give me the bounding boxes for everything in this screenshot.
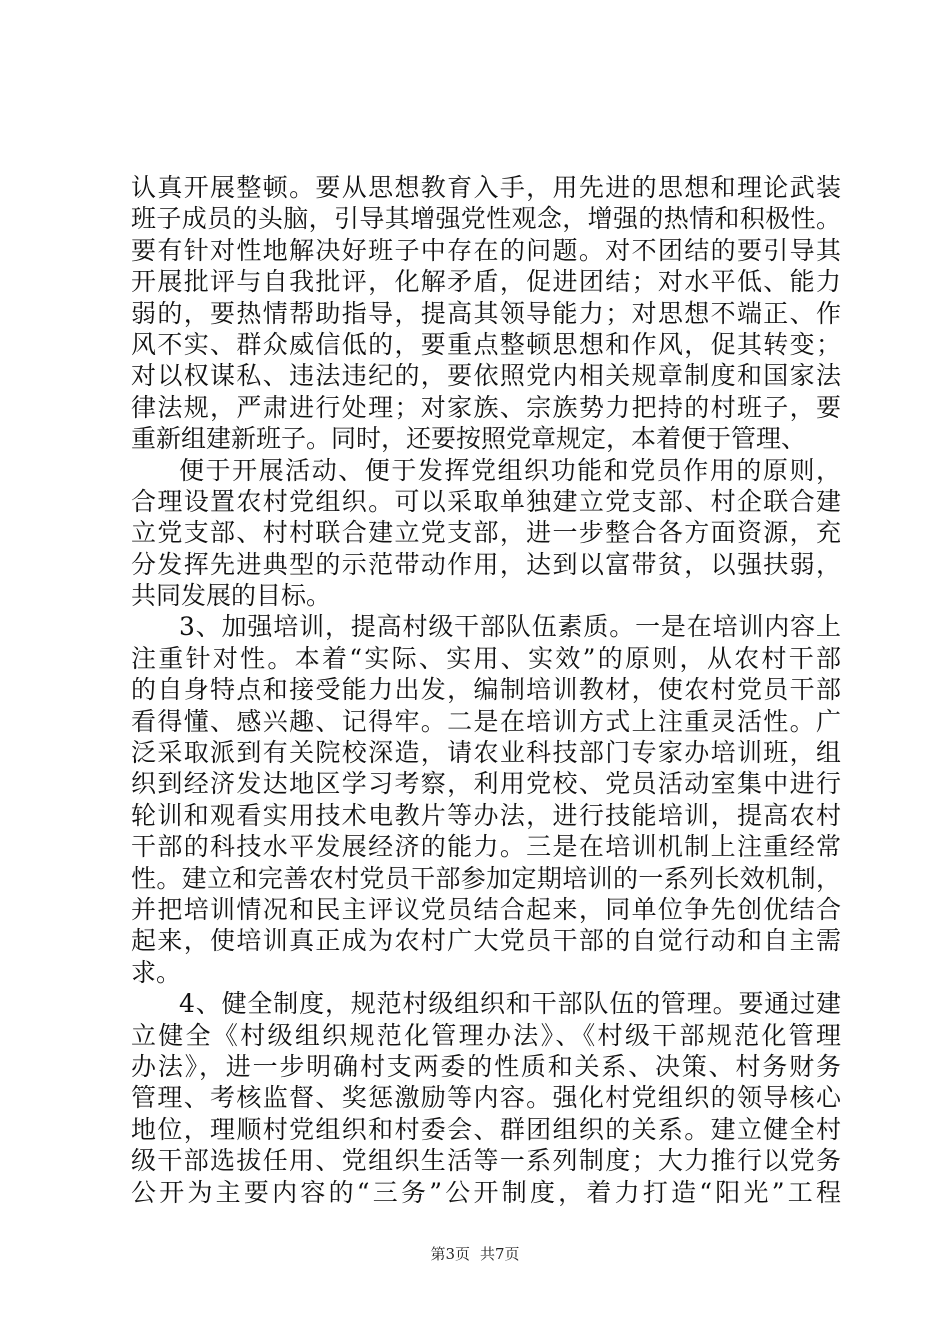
text-line: 织到经济发达地区学习考察，利用党校、党员活动室集中进行: [131, 769, 841, 799]
text-line: 的自身特点和接受能力出发，编制培训教材，使农村党员干部: [131, 675, 841, 705]
text-line: 要有针对性地解决好班子中存在的问题。对不团结的要引导其: [131, 235, 841, 265]
text-line: 级干部选拔任用、党组织生活等一系列制度；大力推行以党务: [131, 1146, 841, 1176]
text-line: 看得懂、感兴趣、记得牢。二是在培训方式上注重灵活性。广: [131, 706, 841, 736]
text-line: 并把培训情况和民主评议党员结合起来，同单位争先创优结合: [131, 894, 841, 924]
page-number: 第3页: [430, 1245, 470, 1263]
text-line: 共同发展的目标。: [131, 581, 332, 611]
text-line: 立健全《村级组织规范化管理办法》、《村级干部规范化管理: [131, 1020, 841, 1050]
text-line: 合理设置农村党组织。可以采取单独建立党支部、村企联合建: [131, 486, 841, 516]
text-line: 开展批评与自我批评，化解矛盾，促进团结；对水平低、能力: [131, 267, 841, 297]
text-line: 3、加强培训，提高村级干部队伍素质。一是在培训内容上: [179, 612, 841, 642]
text-line: 地位，理顺村党组织和村委会、群团组织的关系。建立健全村: [131, 1114, 841, 1144]
text-line: 律法规，严肃进行处理；对家族、宗族势力把持的村班子，要: [131, 392, 841, 422]
text-line: 便于开展活动、便于发挥党组织功能和党员作用的原则，: [179, 455, 841, 485]
page-footer: [0, 1244, 950, 1264]
text-line: 泛采取派到有关院校深造，请农业科技部门专家办培训班，组: [131, 738, 841, 768]
text-line: 干部的科技水平发展经济的能力。三是在培训机制上注重经常: [131, 832, 841, 862]
text-line: 对以权谋私、违法违纪的，要依照党内相关规章制度和国家法: [131, 361, 841, 391]
text-line: 重新组建新班子。同时，还要按照党章规定，本着便于管理、: [131, 424, 807, 454]
text-line: 风不实、群众威信低的，要重点整顿思想和作风，促其转变；: [131, 329, 841, 359]
text-line: 注重针对性。本着“实际、实用、实效”的原则，从农村干部: [131, 643, 841, 673]
text-line: 认真开展整顿。要从思想教育入手，用先进的思想和理论武装: [131, 173, 841, 202]
text-line: 求。: [131, 957, 182, 987]
document-body: [131, 172, 841, 1208]
text-line: 管理、考核监督、奖惩激励等内容。强化村党组织的领导核心: [131, 1083, 841, 1113]
text-line: 公开为主要内容的“三务”公开制度，着力打造“阳光”工程: [131, 1177, 841, 1207]
text-line: 班子成员的头脑，引导其增强党性观念，增强的热情和积极性。: [131, 204, 841, 234]
text-line: 性。建立和完善农村党员干部参加定期培训的一系列长效机制，: [131, 863, 841, 893]
text-line: 立党支部、村村联合建立党支部，进一步整合各方面资源，充: [131, 518, 841, 548]
text-line: 起来，使培训真正成为农村广大党员干部的自觉行动和自主需: [131, 926, 841, 956]
page-total: 共7页: [480, 1245, 520, 1263]
text-line: 弱的，要热情帮助指导，提高其领导能力；对思想不端正、作: [131, 298, 841, 328]
text-line: 轮训和观看实用技术电教片等办法，进行技能培训，提高农村: [131, 800, 841, 830]
text-line: 分发挥先进典型的示范带动作用，达到以富带贫，以强扶弱，: [131, 549, 841, 579]
text-line: 4、健全制度，规范村级组织和干部队伍的管理。要通过建: [179, 989, 841, 1019]
text-line: 办法》，进一步明确村支两委的性质和关系、决策、村务财务: [131, 1051, 841, 1081]
